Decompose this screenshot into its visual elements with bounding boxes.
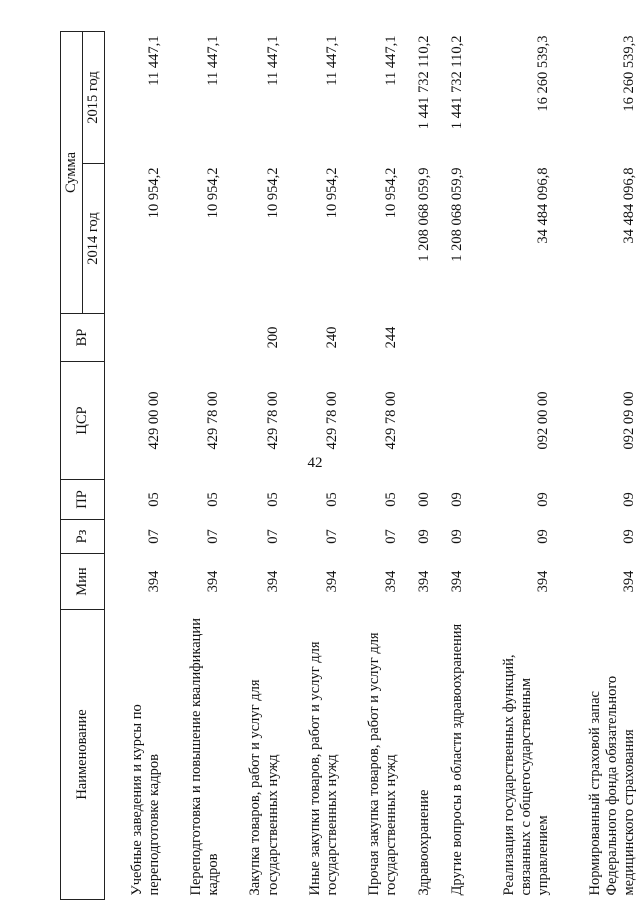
budget-table (60, 31, 640, 900)
cell-pr: 09 (534, 492, 551, 507)
header-sum: Сумма (61, 32, 83, 314)
header-name: Наименование (61, 610, 105, 900)
cell-name: Учебные заведения и курсы по переподготовке кадров (128, 704, 162, 896)
table-row (165, 32, 224, 900)
cell-2014: 34 484 096,8 (620, 167, 637, 244)
cell-2014: 1 208 068 059,9 (416, 167, 433, 262)
cell-2015: 16 260 539,3 (620, 35, 637, 112)
cell-csr (402, 362, 435, 480)
cell-rz: 09 (534, 529, 551, 544)
cell-min: 394 (448, 570, 465, 593)
cell-vr (468, 314, 554, 362)
header-min: Мин (61, 554, 105, 610)
cell-vr: 200 (264, 326, 281, 349)
cell-csr (435, 362, 468, 480)
cell-2014: 10 954,2 (205, 167, 222, 219)
cell-min: 394 (534, 570, 551, 593)
cell-rz: 07 (264, 529, 281, 544)
cell-2014: 10 954,2 (264, 167, 281, 219)
cell-pr: 05 (264, 492, 281, 507)
cell-2015: 11 447,1 (323, 35, 340, 86)
table-row (343, 32, 402, 900)
header-vr: ВР (61, 314, 105, 362)
cell-min: 394 (145, 570, 162, 593)
cell-2014: 10 954,2 (383, 167, 400, 219)
cell-csr: 429 78 00 (383, 391, 400, 450)
cell-name: Закупка товаров, работ и услуг для государственных нужд (247, 679, 281, 896)
cell-rz: 09 (448, 529, 465, 544)
table-row (468, 32, 554, 900)
rotated-table-wrapper (60, 32, 640, 900)
table-row (284, 32, 343, 900)
cell-min: 394 (620, 570, 637, 593)
table-row (435, 32, 468, 900)
cell-name: Другие вопросы в области здравоохранения (448, 623, 465, 896)
cell-min: 394 (383, 570, 400, 593)
cell-rz: 09 (620, 529, 637, 544)
cell-name: Реализация государственных функций, связанных с общегосударственным управлением (500, 654, 551, 896)
cell-pr: 05 (383, 492, 400, 507)
cell-min: 394 (264, 570, 281, 593)
cell-2014: 10 954,2 (145, 167, 162, 219)
header-year-2014: 2014 год (83, 164, 105, 314)
table-body (105, 32, 640, 900)
cell-pr: 09 (448, 492, 465, 507)
table-header (61, 32, 105, 900)
cell-csr: 429 78 00 (205, 391, 222, 450)
cell-min: 394 (205, 570, 222, 593)
cell-pr: 05 (145, 492, 162, 507)
cell-csr: 092 09 00 (620, 391, 637, 450)
cell-pr: 05 (205, 492, 222, 507)
cell-vr (105, 314, 165, 362)
cell-2014: 10 954,2 (323, 167, 340, 219)
cell-vr (435, 314, 468, 362)
cell-2015: 11 447,1 (205, 35, 222, 86)
cell-rz: 07 (383, 529, 400, 544)
cell-csr: 429 00 00 (145, 391, 162, 450)
cell-rz: 07 (145, 529, 162, 544)
cell-vr (165, 314, 224, 362)
cell-2015: 11 447,1 (383, 35, 400, 86)
cell-2014: 1 208 068 059,9 (448, 167, 465, 262)
table-row (105, 32, 165, 900)
cell-vr: 244 (383, 326, 400, 349)
cell-csr: 429 78 00 (323, 391, 340, 450)
cell-vr (402, 314, 435, 362)
cell-pr: 00 (416, 492, 433, 507)
cell-name: Иные закупки товаров, работ и услуг для государственных нужд (306, 641, 340, 896)
cell-name: Прочая закупка товаров, работ и услуг для государственных нужд (366, 632, 400, 896)
cell-rz: 07 (323, 529, 340, 544)
cell-2014: 34 484 096,8 (534, 167, 551, 244)
cell-2015: 11 447,1 (264, 35, 281, 86)
cell-2015: 11 447,1 (145, 35, 162, 86)
cell-rz: 09 (416, 529, 433, 544)
cell-2015: 1 441 732 110,2 (416, 35, 433, 130)
cell-min: 394 (416, 570, 433, 593)
header-pr: ПР (61, 480, 105, 520)
cell-min: 394 (323, 570, 340, 593)
cell-name: Здравоохранение (416, 789, 433, 896)
table-row (554, 32, 640, 900)
table-row (224, 32, 283, 900)
cell-rz: 07 (205, 529, 222, 544)
header-csr: ЦСР (61, 362, 105, 480)
cell-vr (554, 314, 640, 362)
cell-csr: 092 00 00 (534, 391, 551, 450)
cell-2015: 1 441 732 110,2 (448, 35, 465, 130)
header-year-2015: 2015 год (83, 32, 105, 164)
cell-csr: 429 78 00 (264, 391, 281, 450)
cell-name: Нормированный страховой запас Федерального фонда обязательного медицинского страхования (586, 675, 637, 896)
cell-pr: 05 (323, 492, 340, 507)
cell-pr: 09 (620, 492, 637, 507)
table-row (402, 32, 435, 900)
header-rz: Рз (61, 520, 105, 554)
cell-2015: 16 260 539,3 (534, 35, 551, 112)
page-number: 42 (307, 455, 323, 471)
cell-name: Переподготовка и повышение квалификации кадров (188, 618, 222, 896)
cell-vr: 240 (323, 326, 340, 349)
